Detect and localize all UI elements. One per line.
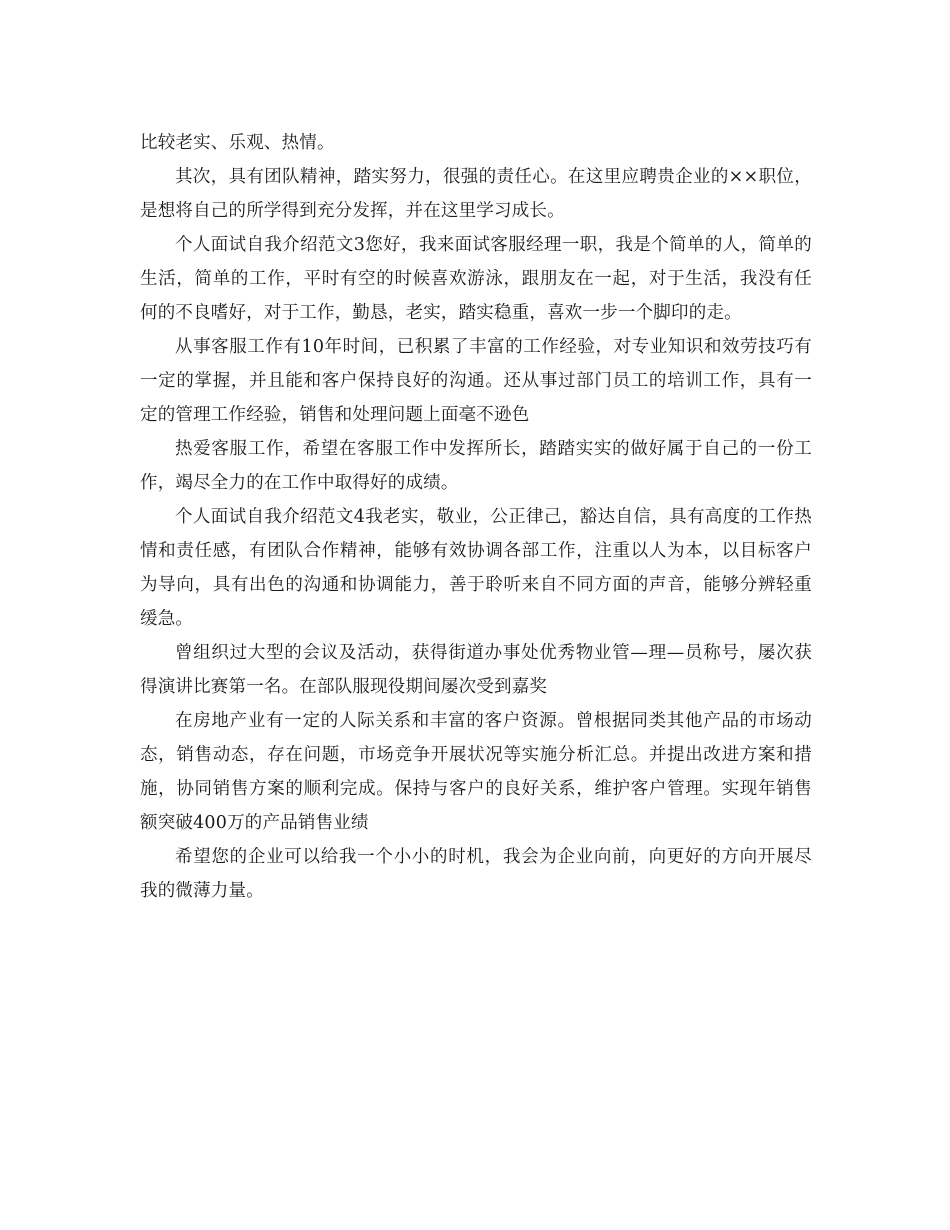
paragraph-2: 其次，具有团队精神，踏实努力，很强的责任心。在这里应聘贵企业的××职位，是想将自己的所学得到充分发挥，并在这里学习成长。 bbox=[140, 167, 812, 221]
paragraph-6: 个人面试自我介绍范文4我老实，敬业，公正律己，豁达自信，具有高度的工作热情和责任感，有团队合作精神，能够有效协调各部工作，注重以人为本，以目标客户为导向，具有出色的沟通和协调能力，善于聆听来自不同方面的声音，能够分辨轻重缓急。 bbox=[140, 507, 812, 629]
paragraph-8: 在房地产业有一定的人际关系和丰富的客户资源。曾根据同类其他产品的市场动态，销售动态，存在问题，市场竞争开展状况等实施分析汇总。并提出改进方案和措施，协同销售方案的顺利完成。保持与客户的良好关系，维护客户管理。实现年销售额突破400万的产品销售业绩 bbox=[140, 711, 812, 833]
document-body bbox=[140, 126, 812, 908]
paragraph-3: 个人面试自我介绍范文3您好，我来面试客服经理一职，我是个简单的人，简单的生活，简单的工作，平时有空的时候喜欢游泳，跟朋友在一起，对于生活，我没有任何的不良嗜好，对于工作，勤恳，老实，踏实稳重，喜欢一步一个脚印的走。 bbox=[140, 235, 812, 323]
paragraph-5: 热爱客服工作，希望在客服工作中发挥所长，踏踏实实的做好属于自己的一份工作，竭尽全力的在工作中取得好的成绩。 bbox=[140, 439, 812, 493]
paragraph-9: 希望您的企业可以给我一个小小的时机，我会为企业向前，向更好的方向开展尽我的微薄力量。 bbox=[140, 847, 812, 901]
paragraph-4: 从事客服工作有10年时间，已积累了丰富的工作经验，对专业知识和效劳技巧有一定的掌握，并且能和客户保持良好的沟通。还从事过部门员工的培训工作，具有一定的管理工作经验，销售和处理问题上面毫不逊色 bbox=[140, 337, 812, 425]
paragraph-1: 比较老实、乐观、热情。 bbox=[140, 133, 335, 153]
paragraph-7: 曾组织过大型的会议及活动，获得街道办事处优秀物业管—理—员称号，屡次获得演讲比赛第一名。在部队服现役期间屡次受到嘉奖 bbox=[140, 643, 812, 697]
